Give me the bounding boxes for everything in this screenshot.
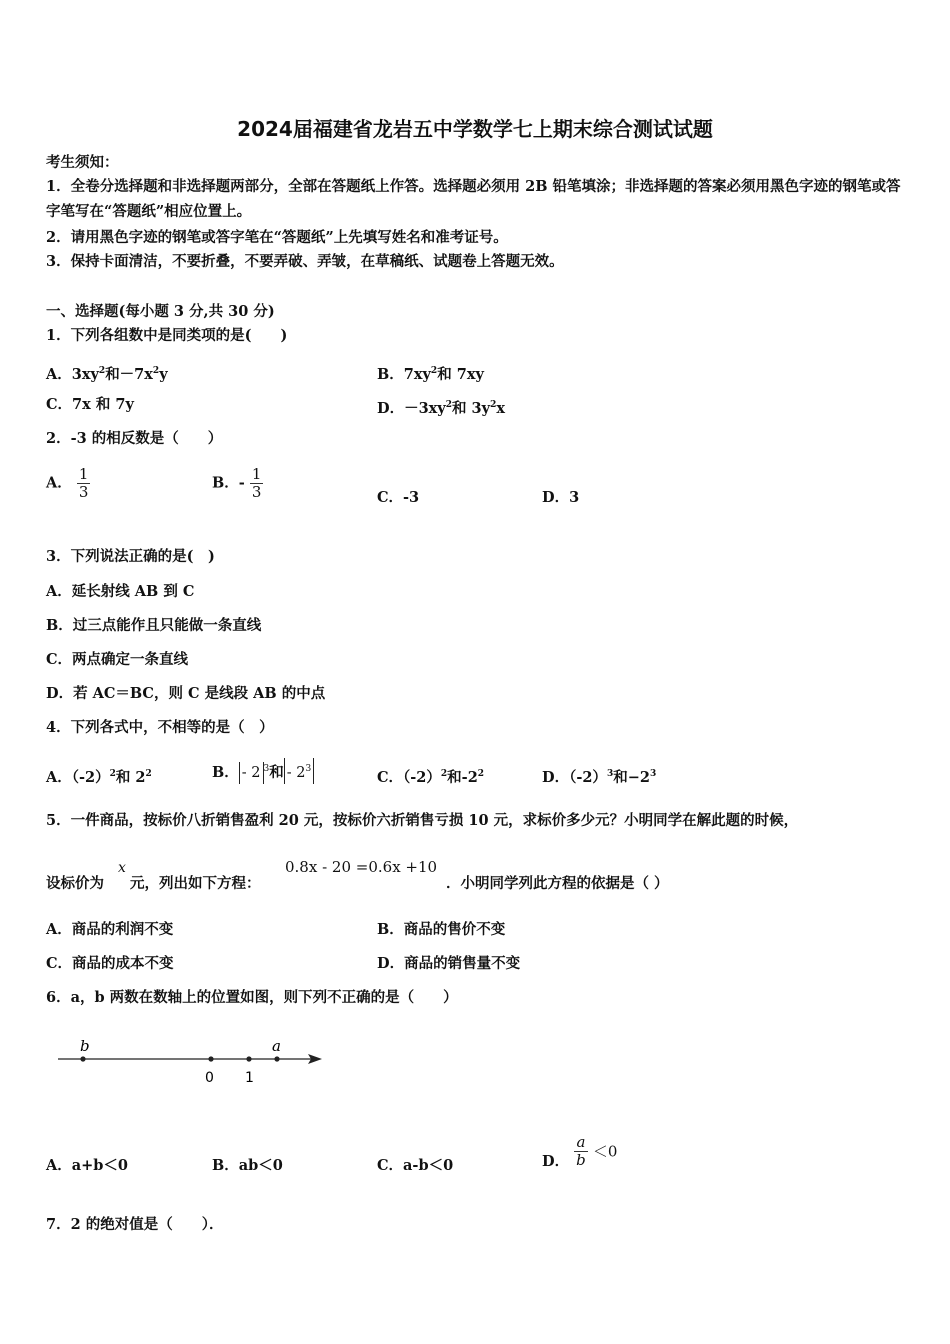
q1-option-c: C．7x 和 7y	[46, 396, 134, 413]
q5-line2-post: ．小明同学列此方程的依据是（ ）	[446, 875, 669, 892]
q2-option-d: D．3	[542, 489, 580, 506]
notice-item-1: 1．全卷分选择题和非选择题两部分，全部在答题纸上作答。选择题必须用 2B 铅笔填涂；非选择题的答案必须用黑色字迹的钢笔或答字笔写在“答题纸”相应位置上。	[46, 178, 901, 220]
point-a	[274, 1056, 279, 1061]
notice-heading: 考生须知：	[46, 154, 119, 171]
q5-line2-mid: 元，列出如下方程：	[130, 875, 261, 892]
label-zero: 0	[205, 1070, 214, 1086]
q4-option-d: D．$(-2)^3$和$-2^3$	[542, 768, 657, 786]
q5-option-d: D．商品的销售量不变	[377, 955, 521, 972]
q6-option-d: D． $\frac{a}{b}$ ＜0	[542, 1133, 618, 1170]
q5-line2-pre: 设标价为	[46, 875, 104, 892]
q2-stem: 2．-3 的相反数是（ ）	[46, 430, 223, 447]
q1-option-d: D．$-3xy^2$和 $3y^2x$	[377, 399, 505, 417]
q4-option-c: C．$(-2)^2$和$-2^2$	[377, 768, 485, 786]
label-one: 1	[245, 1070, 254, 1086]
q3-option-b: B．过三点能作且只能做一条直线	[46, 617, 262, 634]
q4-option-b: B． - 2 $^3$和 - $2^3$	[212, 758, 314, 784]
q5-option-b: B．商品的售价不变	[377, 921, 506, 938]
fraction: $\frac{1}{3}$	[251, 465, 262, 501]
q2-option-b: B．- $\frac{1}{3}$	[212, 465, 262, 501]
q2-option-a: A． $\frac{1}{3}$	[46, 465, 89, 501]
q7-stem: 7．2 的绝对值是（ ）．	[46, 1216, 224, 1233]
q5-stem: 5．一件商品，按标价八折销售盈利 20 元，按标价六折销售亏损 10 元，求标价多少元？小明同学在解此题的时候，	[46, 812, 799, 829]
q4-stem: 4．下列各式中，不相等的是（ ）	[46, 719, 274, 736]
q1-stem: 1．下列各组数中是同类项的是( )	[46, 327, 288, 344]
label-a: a	[272, 1037, 281, 1055]
q6-option-c: C．a-b＜0	[377, 1157, 454, 1174]
q1-option-b: B．$7xy^2$和 7xy	[377, 365, 484, 383]
q5-variable: x	[118, 860, 126, 876]
q2-option-c: C．-3	[377, 489, 420, 506]
q6-stem: 6．a，b 两数在数轴上的位置如图，则下列不正确的是（ ）	[46, 989, 458, 1006]
q6-option-a: A．a+b＜0	[46, 1157, 129, 1174]
q1-option-a: A．$3xy^2$和$-7x^2y$	[46, 365, 168, 383]
section-heading: 一、选择题(每小题 3 分,共 30 分)	[46, 303, 275, 320]
q3-option-d: D．若 AC＝BC，则 C 是线段 AB 的中点	[46, 685, 326, 702]
q3-option-c: C．两点确定一条直线	[46, 651, 189, 668]
point-zero	[208, 1056, 213, 1061]
point-one	[246, 1056, 251, 1061]
fraction: $\frac{1}{3}$	[78, 465, 89, 501]
q5-option-a: A．商品的利润不变	[46, 921, 174, 938]
point-b	[80, 1056, 85, 1061]
notice-item-3: 3．保持卡面清洁，不要折叠，不要弄破、弄皱，在草稿纸、试题卷上答题无效。	[46, 253, 564, 270]
absolute-value: - 2	[239, 762, 264, 784]
q4-option-a: A．$(-2)^2$和 $2^2$	[46, 768, 152, 786]
q6-option-b: B．ab＜0	[212, 1157, 283, 1174]
notice-item-2: 2．请用黑色字迹的钢笔或答字笔在“答题纸”上先填写姓名和准考证号。	[46, 229, 508, 246]
number-line-figure	[50, 1030, 330, 1090]
q3-stem: 3．下列说法正确的是( )	[46, 548, 215, 565]
fraction: $\frac{a}{b}$	[576, 1133, 586, 1169]
absolute-value: - $2^3$	[284, 758, 314, 784]
q5-option-c: C．商品的成本不变	[46, 955, 174, 972]
page-title: 2024届福建省龙岩五中学数学七上期末综合测试试题	[237, 117, 713, 141]
label-b: b	[80, 1037, 90, 1055]
q5-equation: 0.8x - 20 =0.6x +10	[285, 858, 438, 876]
q3-option-a: A．延长射线 AB 到 C	[46, 583, 195, 600]
